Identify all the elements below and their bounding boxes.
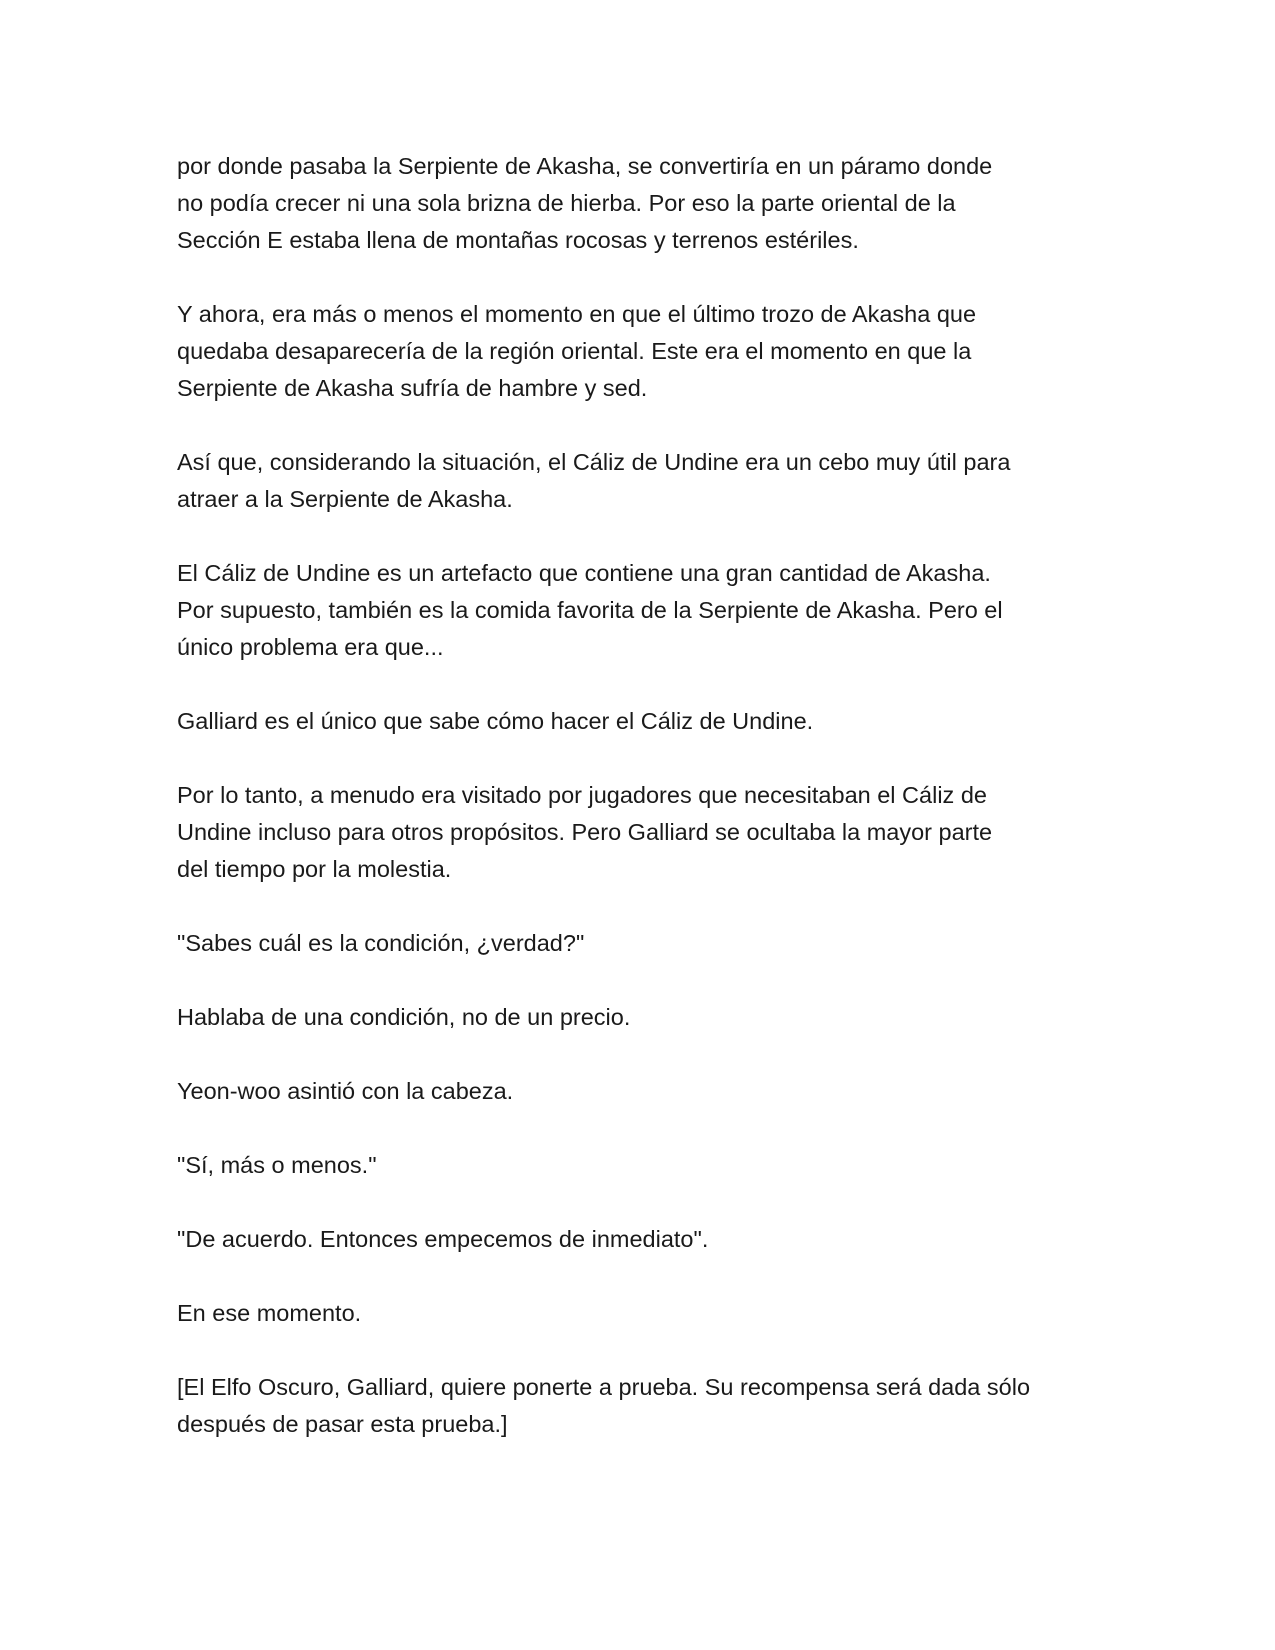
text-line: En ese momento. [177,1300,362,1326]
paragraph [177,999,1107,1036]
paragraph [177,1221,1107,1258]
text-line: único problema era que... [177,634,444,660]
text-line: [El Elfo Oscuro, Galliard, quiere ponerte a prueba. Su recompensa será dada sólo [177,1374,1031,1400]
text-line: Yeon-woo asintió con la cabeza. [177,1078,514,1104]
paragraph [177,444,1107,518]
text-line: Y ahora, era más o menos el momento en que el último trozo de Akasha que [177,301,977,327]
paragraph [177,777,1107,888]
text-line: atraer a la Serpiente de Akasha. [177,486,513,512]
paragraph [177,1295,1107,1332]
text-line: Hablaba de una condición, no de un precio. [177,1004,631,1030]
text-line: Undine incluso para otros propósitos. Pero Galliard se ocultaba la mayor parte [177,819,993,845]
paragraph [177,1073,1107,1110]
text-line: por donde pasaba la Serpiente de Akasha, se convertiría en un páramo donde [177,153,993,179]
text-line: Por lo tanto, a menudo era visitado por jugadores que necesitaban el Cáliz de [177,782,987,808]
text-line: no podía crecer ni una sola brizna de hierba. Por eso la parte oriental de la [177,190,956,216]
text-line: "De acuerdo. Entonces empecemos de inmediato". [177,1226,709,1252]
paragraph [177,925,1107,962]
text-line: Sección E estaba llena de montañas rocosas y terrenos estériles. [177,227,859,253]
paragraph [177,703,1107,740]
text-line: El Cáliz de Undine es un artefacto que contiene una gran cantidad de Akasha. [177,560,991,586]
text-line: del tiempo por la molestia. [177,856,452,882]
text-line: Así que, considerando la situación, el Cáliz de Undine era un cebo muy útil para [177,449,1011,475]
text-line: quedaba desaparecería de la región oriental. Este era el momento en que la [177,338,972,364]
text-line: Galliard es el único que sabe cómo hacer el Cáliz de Undine. [177,708,814,734]
text-line: después de pasar esta prueba.] [177,1411,508,1437]
paragraph [177,1147,1107,1184]
paragraph [177,1369,1107,1443]
paragraph [177,148,1107,259]
paragraph [177,555,1107,666]
text-line: "Sí, más o menos." [177,1152,377,1178]
document-body [177,148,1107,1480]
text-line: "Sabes cuál es la condición, ¿verdad?" [177,930,585,956]
paragraph [177,296,1107,407]
text-line: Por supuesto, también es la comida favorita de la Serpiente de Akasha. Pero el [177,597,1003,623]
text-line: Serpiente de Akasha sufría de hambre y sed. [177,375,648,401]
